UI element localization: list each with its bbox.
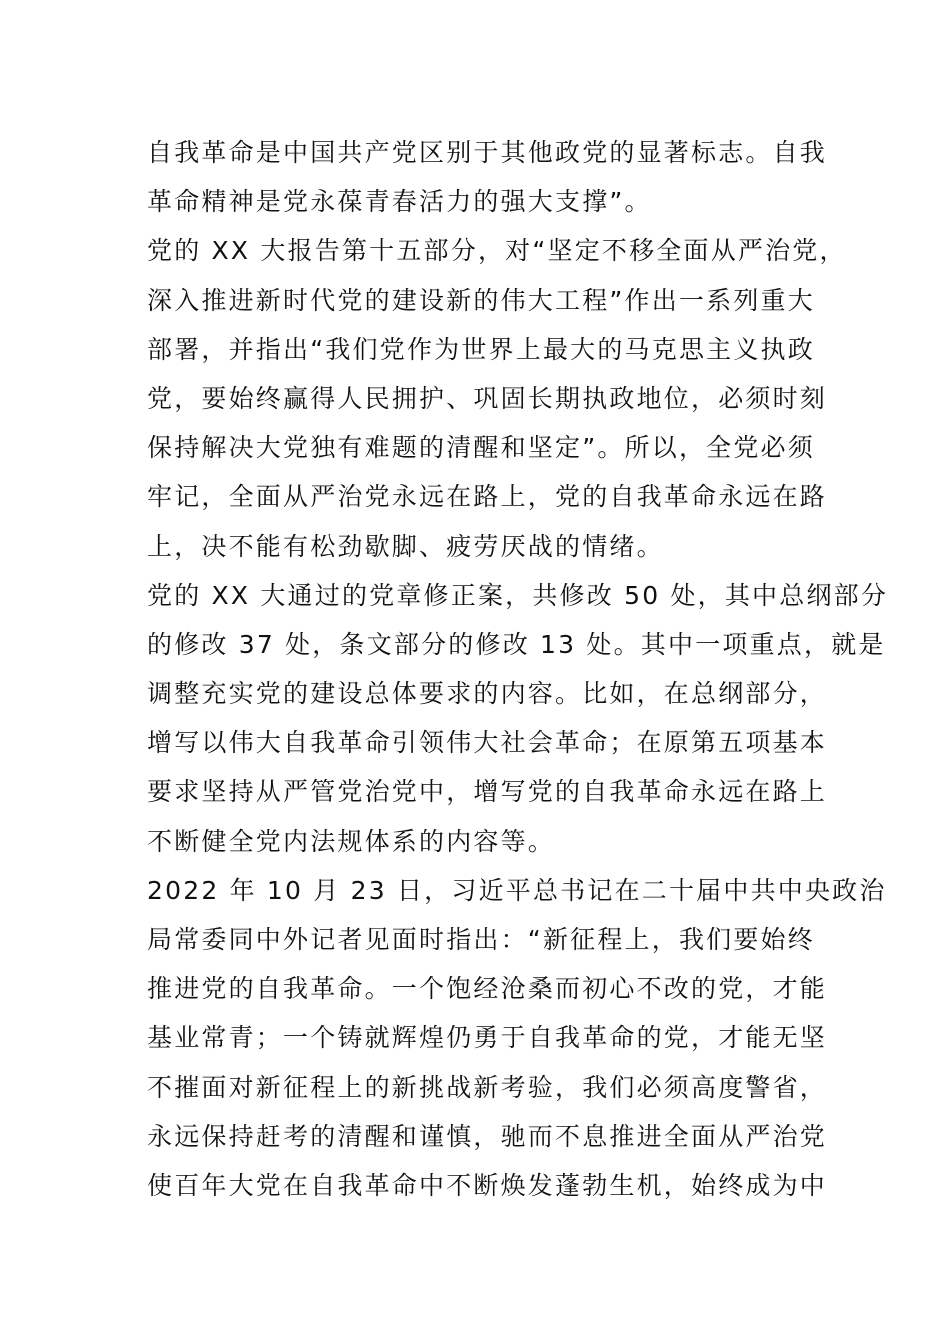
text-line: 不摧面对新征程上的新挑战新考验，我们必须高度警省，	[147, 1072, 828, 1102]
text-line: 党的 XX 大报告第十五部分，对“坚定不移全面从严治党，	[147, 236, 847, 266]
text-line: 党，要始终赢得人民拥护、巩固长期执政地位，必须时刻	[147, 383, 828, 413]
text-line: 深入推进新时代党的建设新的伟大工程”作出一系列重大	[147, 285, 815, 315]
text-line: 上，决不能有松劲歇脚、疲劳厌战的情绪。	[147, 531, 664, 561]
text-line: 自我革命是中国共产党区别于其他政党的显著标志。自我	[147, 138, 828, 167]
text-line: 部署，并指出“我们党作为世界上最大的马克思主义执政	[147, 334, 815, 364]
body-text	[147, 128, 889, 1210]
text-line: 局常委同中外记者见面时指出：“新征程上，我们要始终	[147, 925, 815, 954]
text-line: 牢记，全面从严治党永远在路上，党的自我革命永远在路	[147, 482, 828, 512]
text-line: 2022 年 10 月 23 日，习近平总书记在二十届中共中央政治	[147, 875, 887, 905]
text-line: 基业常青；一个铸就辉煌仍勇于自我革命的党，才能无坚	[147, 1023, 828, 1053]
text-line: 革命精神是党永葆青春活力的强大支撑”。	[147, 187, 652, 217]
text-line: 永远保持赶考的清醒和谨慎，驰而不息推进全面从严治党	[147, 1121, 828, 1151]
text-line: 调整充实党的建设总体要求的内容。比如，在总纲部分，	[147, 679, 828, 709]
text-line: 推进党的自我革命。一个饱经沧桑而初心不改的党，才能	[147, 974, 828, 1004]
text-line: 党的 XX 大通过的党章修正案，共修改 50 处，其中总纲部分	[147, 580, 889, 610]
text-line: 要求坚持从严管党治党中，增写党的自我革命永远在路上	[147, 777, 828, 807]
text-line: 保持解决大党独有难题的清醒和坚定”。所以，全党必须	[147, 433, 815, 463]
text-line: 增写以伟大自我革命引领伟大社会革命；在原第五项基本	[147, 728, 828, 758]
text-line: 不断健全党内法规体系的内容等。	[147, 826, 556, 856]
text-line: 的修改 37 处，条文部分的修改 13 处。其中一项重点，就是	[147, 629, 886, 659]
text-line: 使百年大党在自我革命中不断焕发蓬勃生机，始终成为中	[147, 1170, 828, 1200]
